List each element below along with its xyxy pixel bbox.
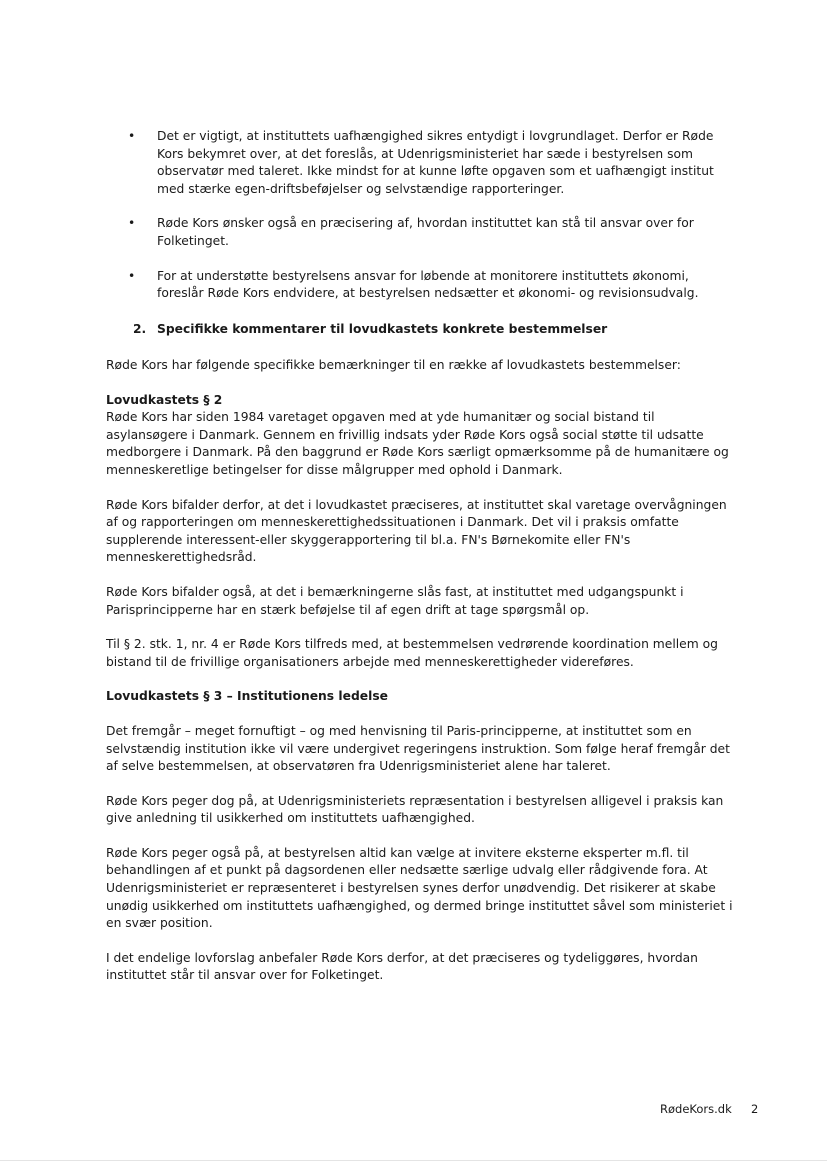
paragraph-3-text-2: Røde Kors peger dog på, at Udenrigsministeriets repræsentation i bestyrelsen alligevel i praksis kan give anledning til usikkerhed om instituttets uafhængighed. [106,793,724,826]
section-heading [133,321,607,339]
paragraph-3-heading: Lovudkastets § 3 – Institutionens ledelse [106,689,388,704]
page-number: 2 [751,1102,759,1116]
page-bottom-divider [0,1160,827,1161]
paragraph-2-text-1: Røde Kors har siden 1984 varetaget opgaven med at yde humanitær og social bistand til asylansøgere i Danmark. Gennem en frivillig indsats yder Røde Kors også social støtte til udsatte medborgere i Danmark. På den baggrund er Røde Kors særligt opmærksomme på de humanitære og menneskeretlige betingelser for disse målgrupper med ophold i Danmark. [106,410,729,477]
bullet-item: • For at understøtte bestyrelsens ansvar for løbende at monitorere instituttets økonomi, foreslår Røde Kors endvidere, at bestyrelsen nedsætter et økonomi- og revisionsudvalg. [125,268,735,303]
paragraph-2-heading: Lovudkastets § 2 [106,392,223,407]
bullet-item: • Det er vigtigt, at instituttets uafhængighed sikres entydigt i lovgrundlaget. Derfor er Røde Kors bekymret over, at det foreslås, at Udenrigsministeriet har sæde i bestyrelsen som observatør med taleret. Ikke mindst for at kunne løfte opgaven som et uafhængigt institut med stærke egen-driftsbeføjelser og selvstændige rapporteringer. [125,128,735,198]
bullet-list [125,128,735,320]
section-number: 2. [133,322,147,336]
footer-website: RødeKors.dk [660,1102,732,1116]
intro-paragraph: Røde Kors har følgende specifikke bemærkninger til en række af lovudkastets bestemmelser: [106,358,681,372]
section-title: Specifikke kommentarer til lovudkastets konkrete bestemmelser [157,322,608,336]
document-body [106,357,734,1002]
bullet-item: • Røde Kors ønsker også en præcisering af, hvordan instituttet kan stå til ansvar over for Folketinget. [125,215,735,250]
paragraph-2-text-2: Røde Kors bifalder derfor, at det i lovudkastet præciseres, at instituttet skal varetage overvågningen af og rapporteringen om menneskerettighedssituationen i Danmark. Det vil i praksis omfatte supplerende interessent-eller skyggerapportering til bl.a. FN's Børnekomite eller FN's menneskerettighedsråd. [106,497,727,565]
paragraph-3-text-4: I det endelige lovforslag anbefaler Røde Kors derfor, at det præciseres og tydeliggøres, hvordan instituttet står til ansvar over for Folketinget. [106,950,698,983]
paragraph-3-text-3: Røde Kors peger også på, at bestyrelsen altid kan vælge at invitere eksterne eksperter m.fl. til behandlingen af et punkt på dagsordenen eller nedsætte særlige udvalg eller rådgivende fora. At Udenrigsministeriet er repræsenteret i bestyrelsen synes derfor unødvendig. Det risikerer at skabe unødig usikkerhed om instituttets uafhængighed, og dermed bringe instituttet såvel som ministeriet i en svær position. [106,845,733,931]
paragraph-2-text-3: Røde Kors bifalder også, at det i bemærkningerne slås fast, at instituttet med udgangspunkt i Parisprincipperne har en stærk beføjelse til af egen drift at tage spørgsmål op. [106,584,684,617]
paragraph-2-text-4: Til § 2. stk. 1, nr. 4 er Røde Kors tilfreds med, at bestemmelsen vedrørende koordination mellem og bistand til de frivillige organisationers arbejde med menneskerettigheder videreføres. [106,637,718,669]
paragraph-3-text-1: Det fremgår – meget fornuftigt – og med henvisning til Paris-principperne, at instituttet som en selvstændig institution ikke vil være undergivet regeringens instruktion. Som følge heraf fremgår det af selve bestemmelsen, at observatøren fra Udenrigsministeriet alene har taleret. [106,723,730,774]
